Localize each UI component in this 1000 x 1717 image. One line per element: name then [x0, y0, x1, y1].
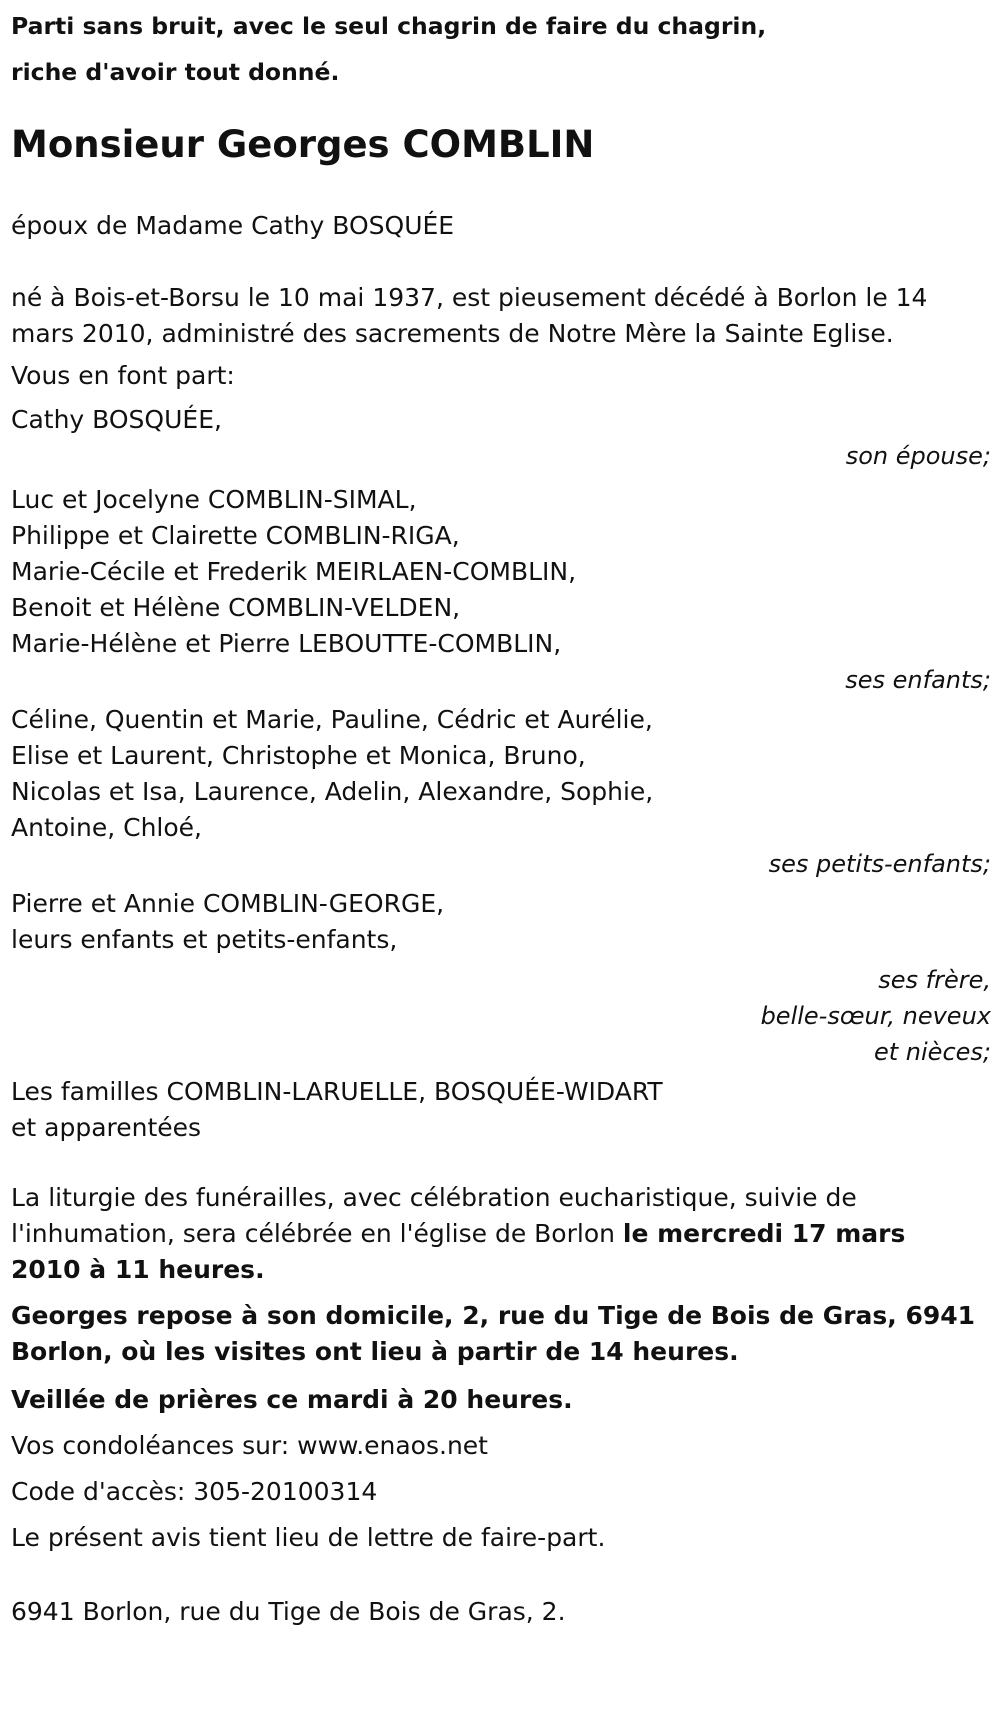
family-name-line: Cathy BOSQUÉE, [11, 405, 222, 434]
address-line: 6941 Borlon, rue du Tige de Bois de Gras, 2. [11, 1597, 566, 1626]
access-code-line: Code d'accès: 305-20100314 [11, 1477, 378, 1506]
obituary-notice [11, 0, 991, 1632]
rest-line: Borlon, où les visites ont lieu à partir de 14 heures. [11, 1337, 739, 1366]
family-name-line: Nicolas et Isa, Laurence, Adelin, Alexandre, Sophie, [11, 777, 654, 806]
funeral-date: le mercredi 17 mars [622, 1219, 906, 1248]
rest-line: Georges repose à son domicile, 2, rue du Tige de Bois de Gras, 6941 [11, 1301, 976, 1330]
funeral-text: l'inhumation, sera célébrée en l'église de Borlon [11, 1219, 623, 1248]
family-name-line: Philippe et Clairette COMBLIN-RIGA, [11, 521, 460, 550]
family-name-line: Elise et Laurent, Christophe et Monica, Bruno, [11, 741, 586, 770]
siblings-group [11, 886, 991, 1070]
spouse-group [11, 402, 991, 474]
family-name-line: et apparentées [11, 1113, 202, 1142]
epigraph-line: riche d'avoir tout donné. [11, 58, 340, 86]
family-name-line: Antoine, Chloé, [11, 813, 202, 842]
children-group [11, 482, 991, 698]
relation-label: et nièces; [874, 1038, 991, 1066]
family-name-line: Céline, Quentin et Marie, Pauline, Cédric et Aurélie, [11, 705, 653, 734]
family-name-line: leurs enfants et petits-enfants, [11, 925, 398, 954]
families-group [11, 1074, 991, 1146]
epigraph [11, 0, 991, 98]
announce-line: Vous en font part: [11, 361, 235, 390]
family-name-line: Luc et Jocelyne COMBLIN-SIMAL, [11, 485, 417, 514]
family-name-line: Pierre et Annie COMBLIN-GEORGE, [11, 889, 445, 918]
relation-label: ses enfants; [845, 666, 991, 694]
family-name-line: Benoit et Hélène COMBLIN-VELDEN, [11, 593, 461, 622]
notice-line: Le présent avis tient lieu de lettre de faire-part. [11, 1523, 606, 1552]
relation-label: ses petits-enfants; [768, 850, 991, 878]
relation-label: son épouse; [845, 442, 991, 470]
relation-label: belle-sœur, neveux [760, 1002, 991, 1030]
vigil-line: Veillée de prières ce mardi à 20 heures. [11, 1385, 573, 1414]
family-name-line: Marie-Hélène et Pierre LEBOUTTE-COMBLIN, [11, 629, 562, 658]
condolences-line: Vos condoléances sur: www.enaos.net [11, 1431, 488, 1460]
relation-label: ses frère, [878, 966, 991, 994]
deceased-name: Monsieur Georges COMBLIN [11, 123, 595, 166]
spouse-line: époux de Madame Cathy BOSQUÉE [11, 211, 455, 240]
birth-death-line: né à Bois-et-Borsu le 10 mai 1937, est pieusement décédé à Borlon le 14 [11, 283, 928, 312]
funeral-paragraph [11, 1180, 991, 1288]
funeral-line: La liturgie des funérailles, avec célébration eucharistique, suivie de [11, 1183, 857, 1212]
birth-death-line: mars 2010, administré des sacrements de Notre Mère la Sainte Eglise. [11, 319, 894, 348]
rest-paragraph [11, 1298, 991, 1370]
funeral-line [11, 1216, 991, 1252]
epigraph-line: Parti sans bruit, avec le seul chagrin de faire du chagrin, [11, 12, 767, 40]
birth-death-paragraph [11, 280, 991, 352]
family-name-line: Marie-Cécile et Frederik MEIRLAEN-COMBLIN, [11, 557, 577, 586]
family-name-line: Les familles COMBLIN-LARUELLE, BOSQUÉE-WIDART [11, 1077, 663, 1106]
funeral-time: 2010 à 11 heures. [11, 1255, 265, 1284]
grandchildren-group [11, 702, 991, 882]
